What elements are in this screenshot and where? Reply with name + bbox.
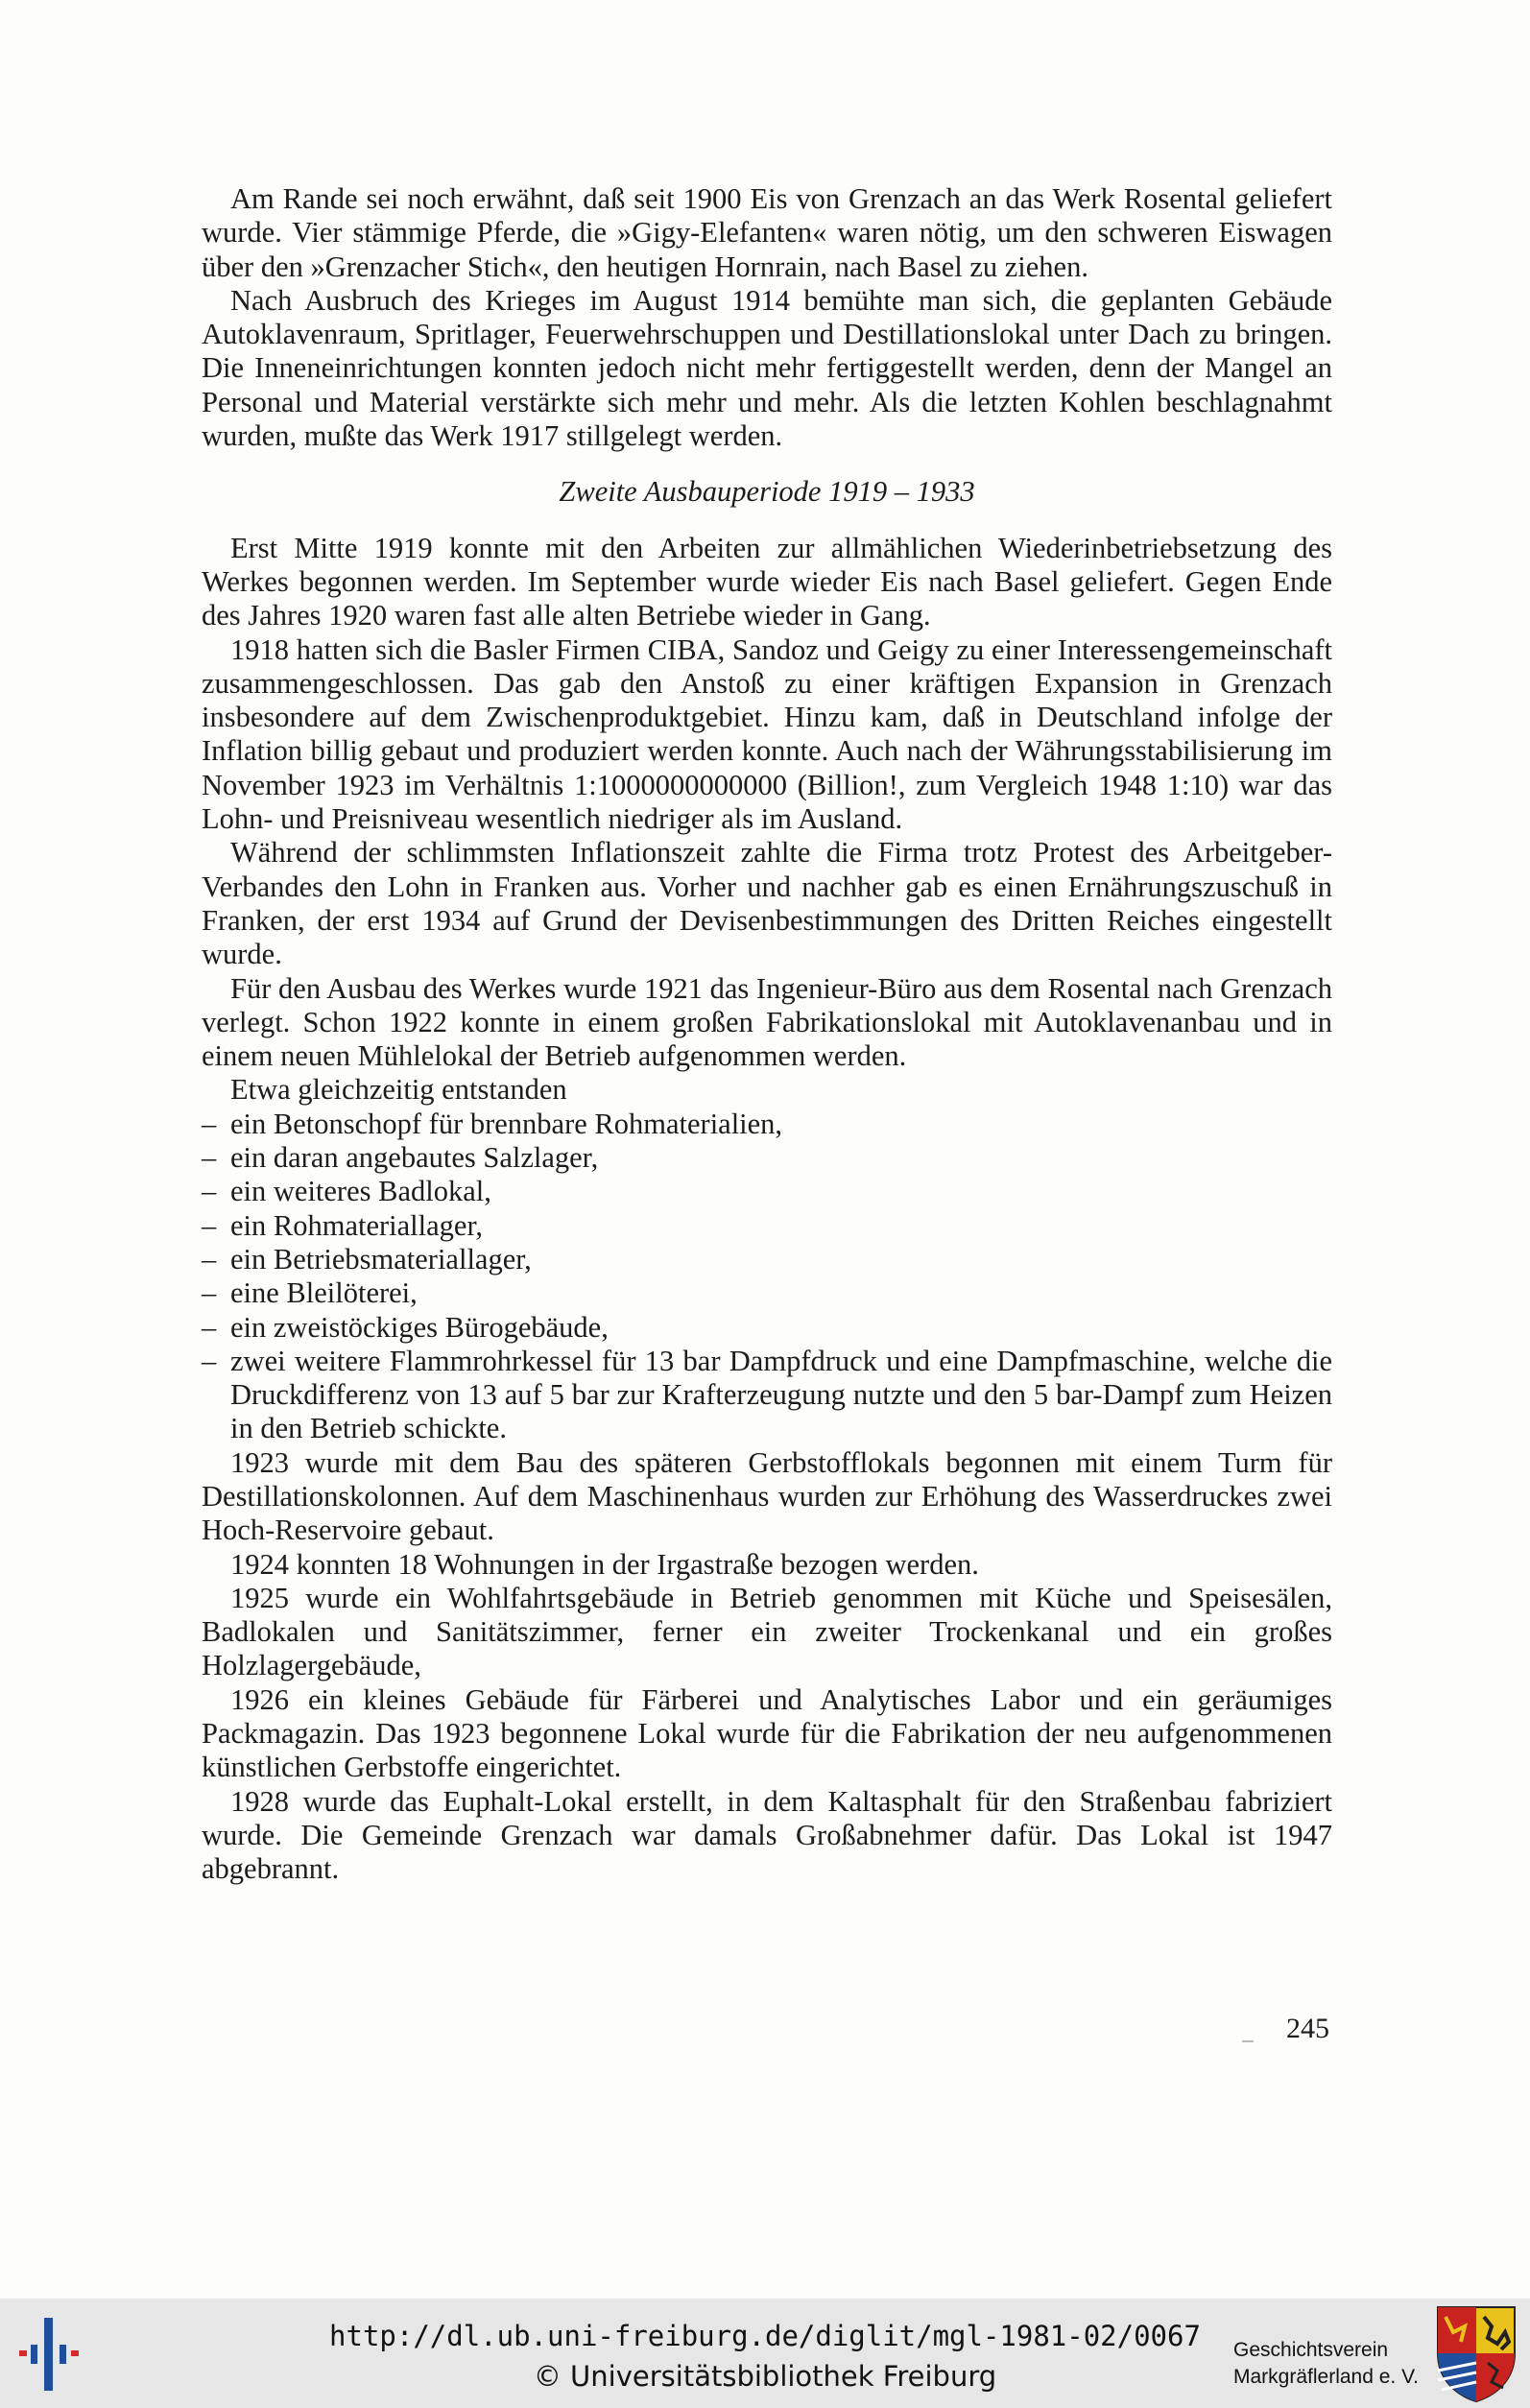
paragraph: Für den Ausbau des Werkes wurde 1921 das Ingenieur-Büro aus dem Rosental nach Grenzach verlegt. Schon 1922 konnte in einem großen Fabrikationslokal mit Autoklavenanbau und in einem neuen Mühlelokal der Betrieb aufgenommen werden.	[202, 971, 1332, 1073]
copyright-notice: © Universitätsbibliothek Freiburg	[533, 2360, 997, 2393]
paragraph: Am Rande sei noch erwähnt, daß seit 1900 Eis von Grenzach an das Werk Rosental geliefert wurde. Vier stämmige Pferde, die »Gigy-Elefanten« waren nötig, um den schweren Eiswagen über den »Grenzacher Stich«, den heutigen Hornrain, nach Basel zu ziehen.	[202, 182, 1332, 283]
society-line: Geschichtsverein	[1233, 2339, 1389, 2361]
list-item: – ein Rohmateriallager,	[202, 1209, 1332, 1243]
society-line: Markgräflerland e. V.	[1233, 2366, 1419, 2388]
paragraph: 1926 ein kleines Gebäude für Färberei und Analytisches Labor und ein geräumiges Packmagazin. Das 1923 begonnene Lokal wurde für die Fabrikation der neu aufgenommenen künstlichen Gerbstoffe eingerichtet.	[202, 1682, 1332, 1784]
paragraph: Nach Ausbruch des Krieges im August 1914 bemühte man sich, die geplanten Gebäude Autoklavenraum, Spritlager, Feuerwehrschuppen und Destillationslokal unter Dach zu bringen. Die Inneneinrichtungen konnten jedoch nicht mehr fertiggestellt werden, denn der Mangel an Personal und Material verstärkte sich mehr und mehr. Als die letzten Kohlen beschlagnahmt wurden, mußte das Werk 1917 stillgelegt werden.	[202, 283, 1332, 453]
divider	[1242, 2040, 1254, 2042]
paragraph: Während der schlimmsten Inflationszeit zahlte die Firma trotz Protest des Arbeitgeber-Verbandes den Lohn in Franken aus. Vorher und nachher gab es einen Ernährungszuschuß in Franken, der erst 1934 auf Grund der Devisenbestimmungen des Dritten Reiches eingestellt wurde.	[202, 836, 1332, 971]
paragraph: 1925 wurde ein Wohlfahrtsgebäude in Betrieb genommen mit Küche und Speisesälen, Badlokalen und Sanitätszimmer, ferner ein zweiter Trockenkanal und ein großes Holzlagergebäude,	[202, 1581, 1332, 1682]
body-text	[202, 182, 1332, 1887]
footer-bar	[0, 2299, 1530, 2408]
list-item: – eine Bleilöterei,	[202, 1276, 1332, 1310]
section-heading: Zweite Ausbauperiode 1919 – 1933	[559, 475, 975, 509]
paragraph: 1918 hatten sich die Basler Firmen CIBA, Sandoz und Geigy zu einer Interessengemeinschaft zusammengeschlossen. Das gab den Anstoß zu einer kräftigen Expansion in Grenzach insbesondere auf dem Zwischenproduktgebiet. Hinzu kam, daß in Deutschland infolge der Inflation billig gebaut und produziert werden konnte. Auch nach der Währungsstabilisierung im November 1923 im Verhältnis 1:1000000000000 (Billion!, zum Vergleich 1948 1:10) war das Lohn- und Preisniveau wesentlich niedriger als im Ausland.	[202, 632, 1332, 836]
paragraph: 1928 wurde das Euphalt-Lokal erstellt, in dem Kaltasphalt für den Straßenbau fabriziert wurde. Die Gemeinde Grenzach war damals Großabnehmer dafür. Das Lokal ist 1947 abgebrannt.	[202, 1784, 1332, 1886]
list-item: – ein weiteres Badlokal,	[202, 1175, 1332, 1208]
url-link[interactable]: http://dl.ub.uni-freiburg.de/diglit/mgl-1981-02/0067	[329, 2320, 1201, 2352]
list-item: – ein Betriebsmateriallager,	[202, 1243, 1332, 1276]
society-name	[1233, 2337, 1419, 2391]
list-item: – zwei weitere Flammrohrkessel für 13 bar Dampfdruck und eine Dampfmaschine, welche die Druckdifferenz von 13 auf 5 bar zur Krafterzeugung nutzte und den 5 bar-Dampf zum Heizen in den Betrieb schickte.	[202, 1345, 1332, 1446]
paragraph: 1923 wurde mit dem Bau des späteren Gerbstofflokals begonnen mit einem Turm für Destillationskolonnen. Auf dem Maschinenhaus wurden zur Erhöhung des Wasserdruckes zwei Hoch-Reservoire gebaut.	[202, 1445, 1332, 1547]
paragraph: 1924 konnten 18 Wohnungen in der Irgastraße bezogen werden.	[230, 1547, 979, 1581]
paragraph: Erst Mitte 1919 konnte mit den Arbeiten zur allmählichen Wiederinbetriebsetzung des Werkes begonnen werden. Im September wurde wieder Eis nach Basel geliefert. Gegen Ende des Jahres 1920 waren fast alle alten Betriebe wieder in Gang.	[202, 531, 1332, 632]
building-list	[202, 1108, 1332, 1446]
list-item: – ein daran angebautes Salzlager,	[202, 1141, 1332, 1175]
paragraph: Etwa gleichzeitig entstanden	[230, 1073, 567, 1107]
coat-of-arms-icon[interactable]	[1434, 2303, 1518, 2403]
page-number: 245	[1286, 2013, 1329, 2044]
list-item: – ein zweistöckiges Bürogebäude,	[202, 1311, 1332, 1345]
list-item: – ein Betonschopf für brennbare Rohmaterialien,	[202, 1108, 1332, 1141]
